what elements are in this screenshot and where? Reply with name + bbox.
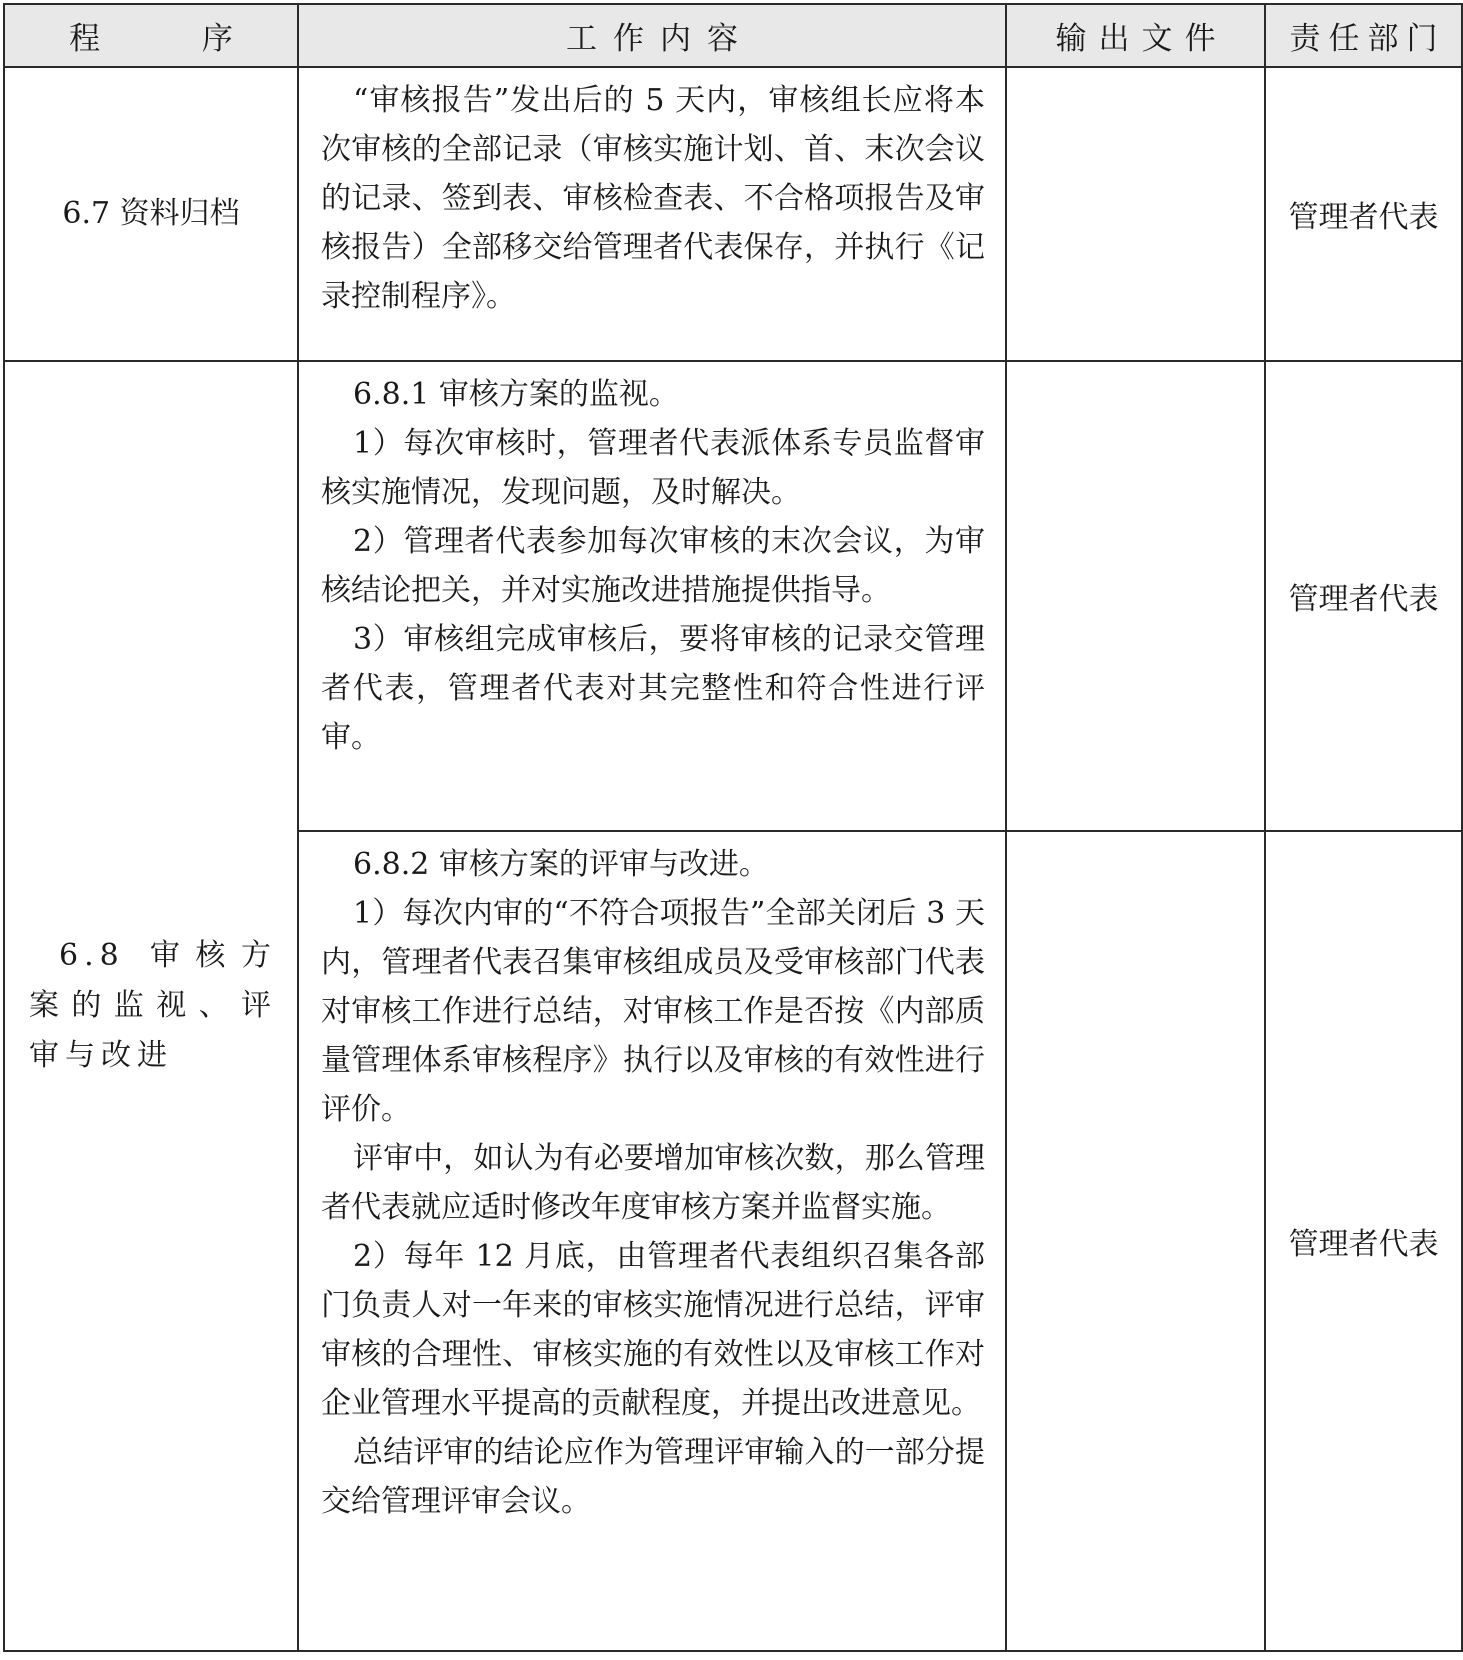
content-paragraph: 1）每次内审的“不符合项报告”全部关闭后 3 天内，管理者代表召集审核组成员及受审核部门代表对审核工作进行总结，对审核工作是否按《内部质量管理体系审核程序》执行以及审核的有效性进行评价。 — [321, 896, 985, 1127]
output-cell — [1006, 831, 1265, 1651]
table-row — [4, 67, 1462, 361]
content-cell — [298, 831, 1006, 1651]
content-paragraph: 2）管理者代表参加每次审核的末次会议，为审核结论把关，并对实施改进措施提供指导。 — [321, 524, 985, 608]
output-cell — [1006, 361, 1265, 831]
content-paragraph: 6.8.2 审核方案的评审与改进。 — [353, 847, 769, 882]
table-header-row — [4, 4, 1462, 67]
dept-cell: 管理者代表 — [1265, 831, 1462, 1651]
dept-cell: 管理者代表 — [1265, 361, 1462, 831]
output-cell — [1006, 67, 1265, 361]
procedure-cell: 6.7 资料归档 — [4, 67, 298, 361]
content-paragraph: 总结评审的结论应作为管理评审输入的一部分提交给管理评审会议。 — [321, 1435, 985, 1519]
procedure-table — [3, 3, 1463, 1652]
content-paragraph: 6.8.1 审核方案的监视。 — [353, 377, 679, 412]
dept-cell: 管理者代表 — [1265, 67, 1462, 361]
content-paragraph: “审核报告”发出后的 5 天内，审核组长应将本次审核的全部记录（审核实施计划、首、末次会议的记录、签到表、审核检查表、不合格项报告及审核报告）全部移交给管理者代表保存，并执行《记录控制程序》。 — [321, 83, 985, 314]
table-row — [4, 361, 1462, 831]
header-dept: 责任部门 — [1265, 4, 1462, 67]
procedure-cell: 6.8 审核方案的监视、评审与改进 — [4, 361, 298, 1651]
header-procedure: 程 序 — [4, 4, 298, 67]
content-paragraph: 2）每年 12 月底，由管理者代表组织召集各部门负责人对一年来的审核实施情况进行总结，评审审核的合理性、审核实施的有效性以及审核工作对企业管理水平提高的贡献程度，并提出改进意见。 — [321, 1239, 985, 1421]
content-paragraph: 1）每次审核时，管理者代表派体系专员监督审核实施情况，发现问题，及时解决。 — [321, 426, 985, 510]
header-content: 工作内容 — [298, 4, 1006, 67]
content-cell — [298, 67, 1006, 361]
content-cell — [298, 361, 1006, 831]
header-output: 输出文件 — [1006, 4, 1265, 67]
content-paragraph: 3）审核组完成审核后，要将审核的记录交管理者代表，管理者代表对其完整性和符合性进行评审。 — [321, 622, 985, 755]
content-paragraph: 评审中，如认为有必要增加审核次数，那么管理者代表就应适时修改年度审核方案并监督实施。 — [321, 1141, 985, 1225]
